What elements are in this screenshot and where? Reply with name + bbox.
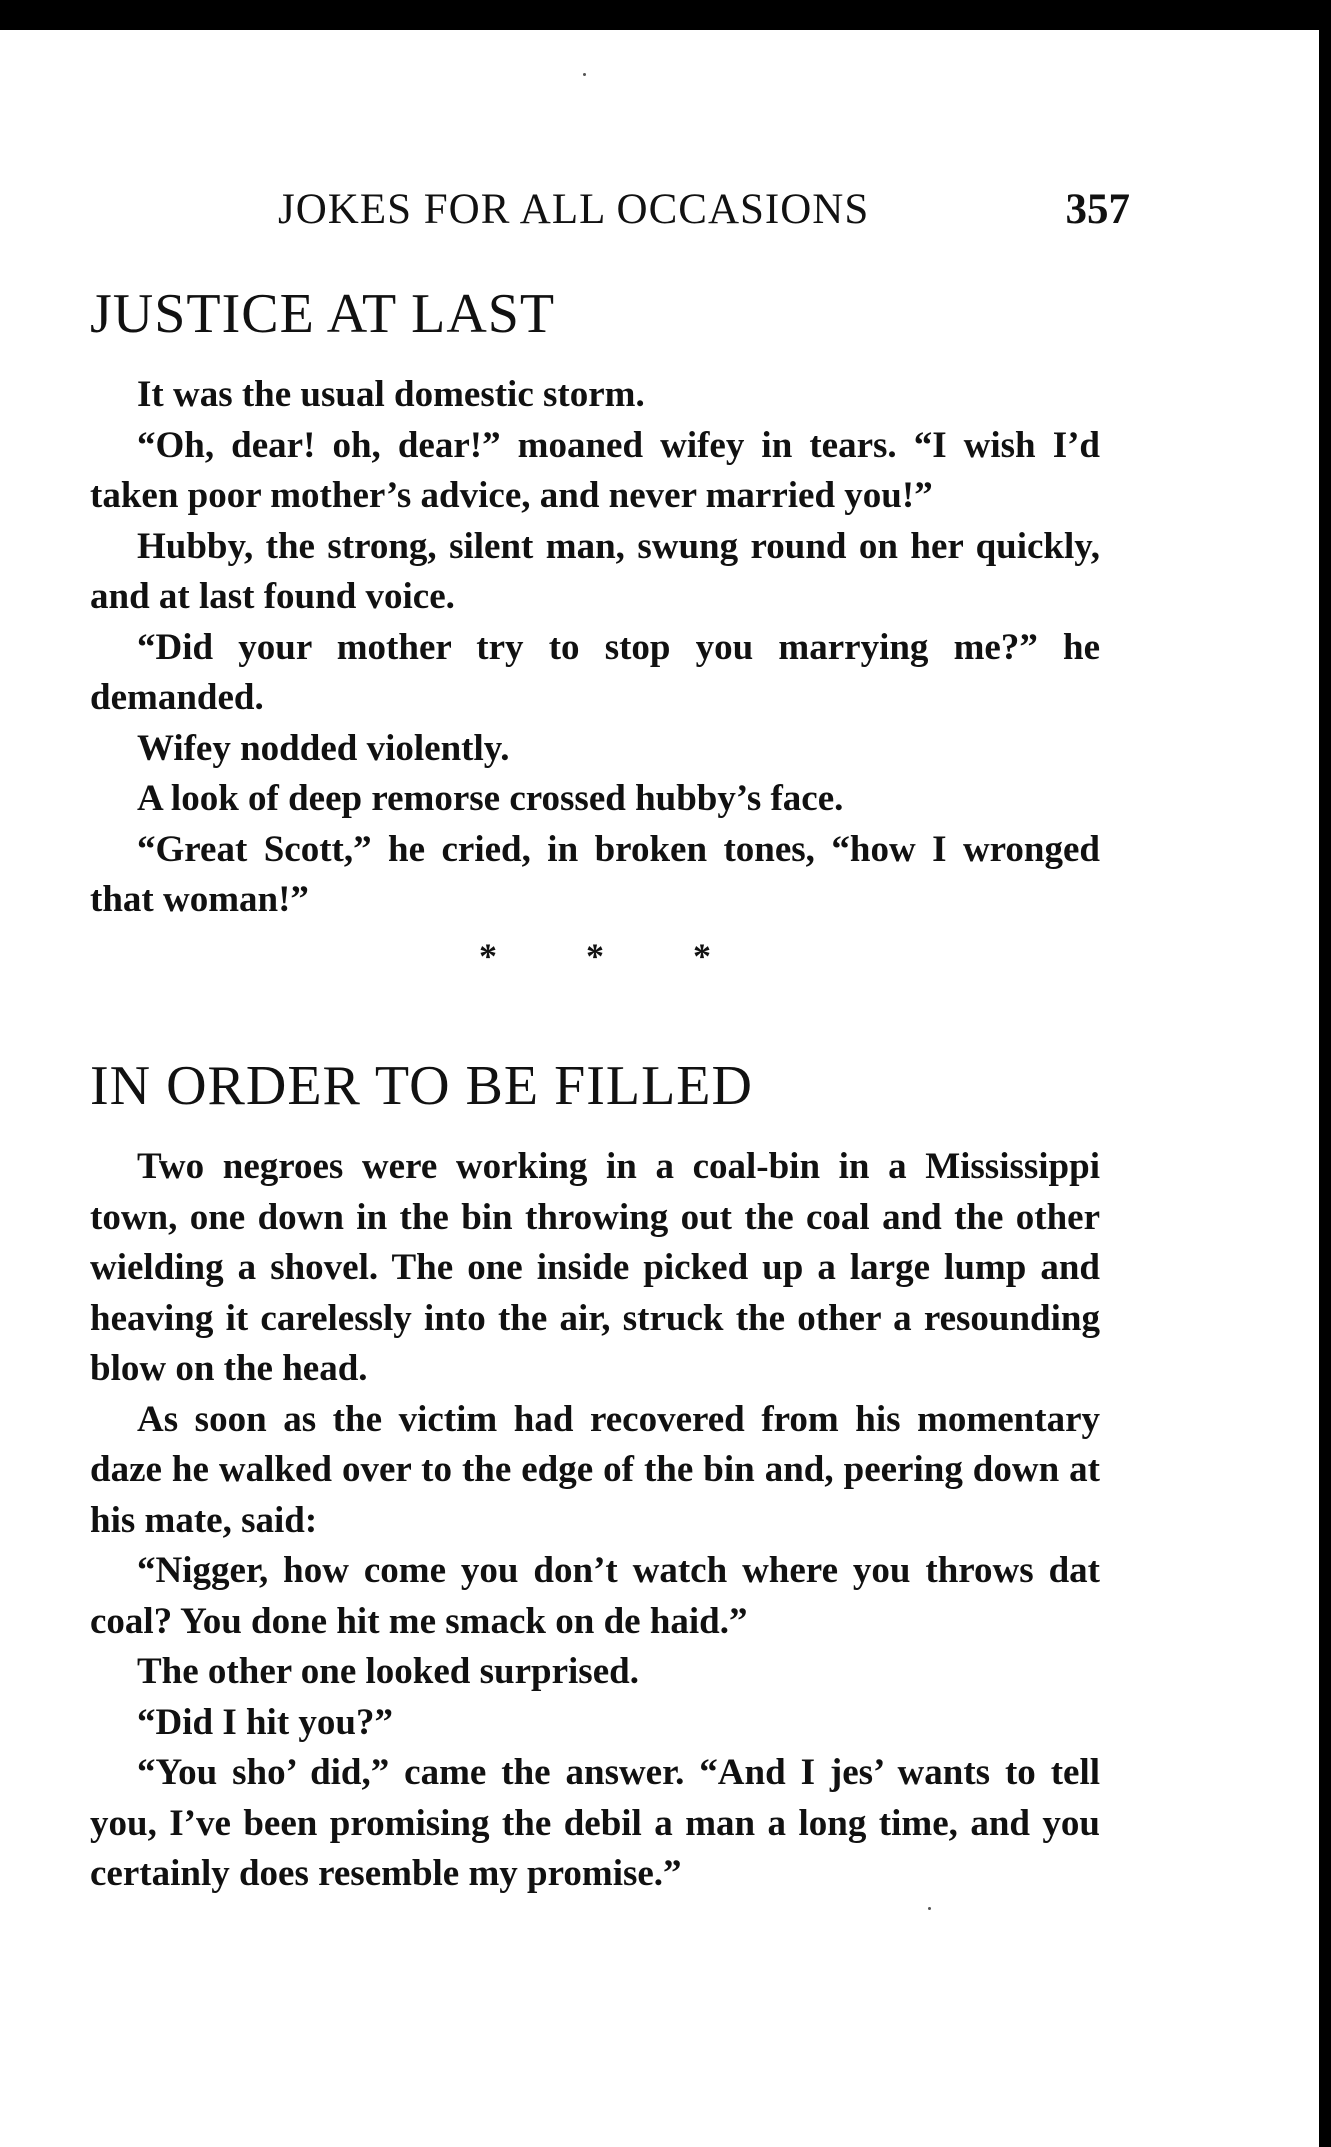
paragraph: “Did your mother try to stop you marrying me?” he demanded. xyxy=(90,626,1100,718)
scan-border-top xyxy=(0,0,1331,30)
paragraph: As soon as the victim had recovered from his momentary daze he walked over to the edge of the bin and, peering down at his mate, said: xyxy=(90,1398,1100,1541)
paragraph: “You sho’ did,” came the answer. “And I jes’ wants to tell you, I’ve been promising the debil a man a long time, and you certainly does resemble my promise.” xyxy=(90,1752,1100,1894)
section-justice-at-last xyxy=(90,278,1100,976)
paragraph: Wifey nodded violently. xyxy=(137,727,510,769)
paragraph: “Did I hit you?” xyxy=(137,1701,393,1743)
paragraph: It was the usual domestic storm. xyxy=(137,374,645,415)
running-title: JOKES FOR ALL OCCASIONS xyxy=(278,186,870,233)
paragraph: The other one looked surprised. xyxy=(137,1651,639,1692)
paragraph: A look of deep remorse crossed hubby’s face. xyxy=(137,778,844,819)
scan-border-right xyxy=(1319,0,1331,2147)
page-number: 357 xyxy=(1065,186,1130,233)
section-heading: IN ORDER TO BE FILLED xyxy=(90,1055,753,1117)
paragraph: “Oh, dear! oh, dear!” moaned wifey in tears. “I wish I’d taken poor mother’s advice, and never married you!” xyxy=(90,424,1100,516)
running-head xyxy=(90,180,1130,240)
section-in-order-to-be-filled xyxy=(90,1050,1100,1900)
paragraph: Hubby, the strong, silent man, swung round on her quickly, and at last found voice. xyxy=(90,525,1100,617)
section-separator: * * * xyxy=(479,935,751,976)
paragraph: Two negroes were working in a coal-bin in a Mississippi town, one down in the bin throwing out the coal and the other wielding a shovel. The one inside picked up a large lump and heaving it carelessly into the air, struck the other a resounding blow on the head. xyxy=(90,1146,1100,1389)
paragraph: “Great Scott,” he cried, in broken tones, “how I wronged that woman!” xyxy=(90,828,1100,920)
paragraph: “Nigger, how come you don’t watch where you throws dat coal? You done hit me smack on de haid.” xyxy=(90,1550,1100,1642)
scan-speck xyxy=(928,1907,931,1910)
scan-speck xyxy=(583,73,586,76)
section-heading: JUSTICE AT LAST xyxy=(90,283,556,345)
